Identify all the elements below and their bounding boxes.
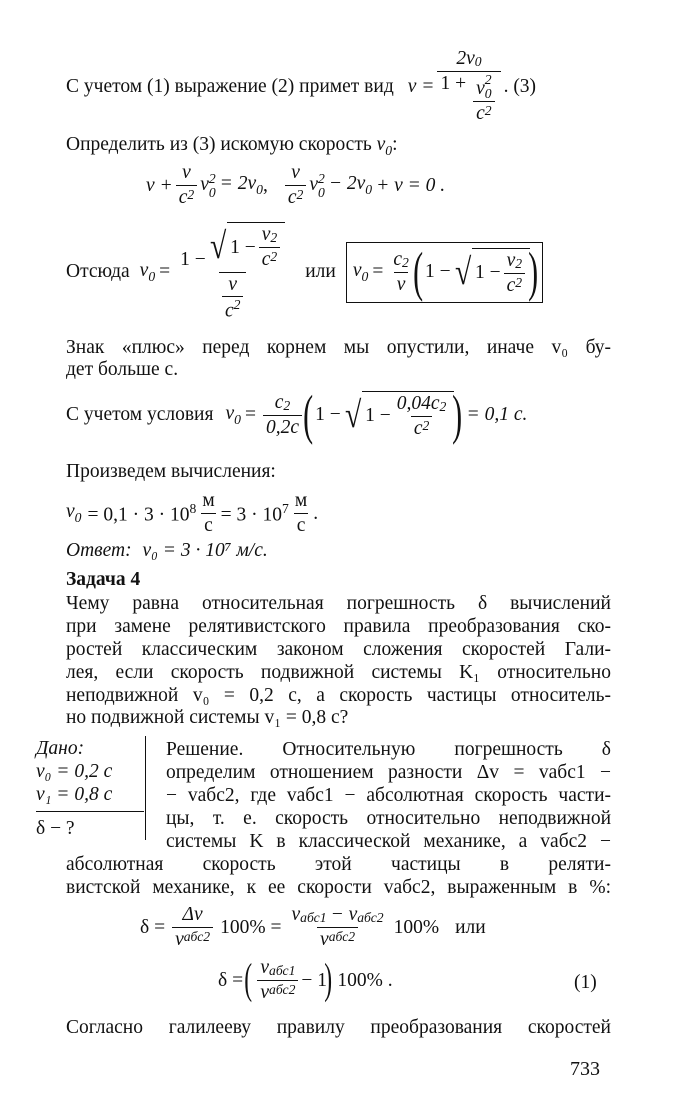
solution-line-2: определим отношением разности Δv = vабс1 − — [166, 762, 611, 783]
quadratic-equation-line: v + v c 2 v 2 0 = $2v_0$ , v c 2 v 2 0 − $2v_0$ + v = 0 . — [146, 162, 446, 208]
solution-line-1: Решение. Относительную погрешность δ — [166, 739, 611, 760]
given-label: Дано: — [36, 738, 85, 759]
given-divider — [36, 811, 144, 812]
hence-fraction: 1 − √ 1 − v 2 c 2 v $c^2$ — [177, 222, 288, 323]
last-line: Согласно галилееву правилу преобразования скоростей — [66, 1017, 611, 1038]
answer-line — [66, 540, 268, 562]
given-line-2: v₁ = 0,8 c — [36, 784, 113, 805]
sign-note-line1: Знак «плюс» перед корнем мы опустили, иначе v₀ бу- — [66, 337, 611, 358]
condition-text: С учетом условия — [66, 404, 214, 426]
page-number: 733 — [570, 1058, 600, 1080]
compute-line: $v_0$ = $0,1 \cdot 3 \cdot 10^8$ $\frac{м}{с}$ = $3 \cdot 10^7$ $\frac{м}{с}$ . — [66, 490, 319, 536]
solution-line-7: вистской механике, к ее скорости vабс2, выраженным в %: — [66, 877, 611, 898]
sqrt-sign-icon: √ 1 − 0,04c 2 c 2 — [343, 391, 455, 440]
hence-line: Отсюда $v_0$ = 1 − √ 1 − v 2 c 2 v $c^2$ или $v_0$ = c 2 v ( 1 − √ 1 − v 2 c 2 ) — [66, 222, 543, 323]
task-line-4: лея, если скорость подвижной системы K₁ относительно — [66, 662, 611, 683]
equation-3-numerator: 2v 0 — [456, 48, 482, 69]
delta-equation: δ = Δv v абс2 100% = v абс1 − v абс2 v абс2 100% или — [140, 904, 486, 950]
condition-line: С учетом условия $v_0$ = c 2 0,2c ( 1 − √ 1 − 0,04c 2 c 2 ) = 0,1 c. — [66, 384, 528, 445]
equation-3-denominator: 1 + v 2 0 c 2 — [437, 71, 500, 125]
task-heading: Задача 4 — [66, 569, 141, 590]
sqrt-sign-icon: √ 1 − v 2 c 2 — [453, 248, 530, 297]
determine-text: Определить из (3) искомую скорость — [66, 134, 372, 155]
equation-3-intro: С учетом (1) выражение (2) примет вид — [66, 75, 394, 97]
determine-var: $v_0$ — [376, 134, 393, 158]
boxed-result: $v_0$ = c 2 v ( 1 − √ 1 − v 2 c 2 ) — [346, 242, 543, 303]
solution-line-4: цы, т. е. скорость относительно неподвижной — [166, 808, 611, 829]
task-line-6: но подвижной системы v₁ = 0,8 c? — [66, 707, 349, 728]
equation-1-tag: (1) — [574, 972, 597, 993]
equation-3-fraction — [437, 48, 500, 125]
compute-text: Произведем вычисления: — [66, 461, 276, 482]
given-vertical-divider — [145, 736, 146, 840]
determine-line: Определить из (3) искомую скорость $v_0$: — [66, 134, 398, 158]
solution-line-3: − vабс2, где vабс1 − абсолютная скорость части- — [166, 785, 611, 806]
task-line-1: Чему равна относительная погрешность δ вычислений — [66, 593, 611, 614]
delta-equation-2: δ = ( v абс1 v абс2 − 1 ) 100% . — [218, 956, 393, 1004]
find-value: δ − ? — [36, 818, 75, 839]
task-line-2: при замене релятивистского правила преобразования ско- — [66, 616, 611, 637]
sign-note-line2: дет больше c. — [66, 359, 179, 380]
answer-value: v₀ = 3 · 10⁷ м/с. — [142, 540, 268, 561]
solution-line-6: абсолютная скорость этой частицы в реляти- — [66, 854, 611, 875]
task-line-5: неподвижной v₀ = 0,2 c, а скорость частицы относитель- — [66, 685, 611, 706]
answer-label: Ответ: — [66, 540, 132, 561]
given-line-1: v₀ = 0,2 c — [36, 761, 113, 782]
quadratic-a-pre: v + — [146, 174, 173, 196]
equation-3-line — [66, 48, 536, 125]
hence-word: Отсюда — [66, 261, 130, 283]
sqrt-sign-icon: √ 1 − v 2 c 2 — [208, 222, 285, 271]
solution-line-5: системы K в классической механике, а vабс2 − — [166, 831, 611, 852]
task-line-3: ростей классическим законом сложения скоростей Гали- — [66, 639, 611, 660]
quadratic-a-fraction: v c 2 — [176, 162, 197, 209]
quadratic-b-fraction: v c 2 — [285, 162, 306, 209]
equation-3-tag: . (3) — [503, 75, 537, 97]
equation-3-lhs: v = — [407, 75, 435, 97]
